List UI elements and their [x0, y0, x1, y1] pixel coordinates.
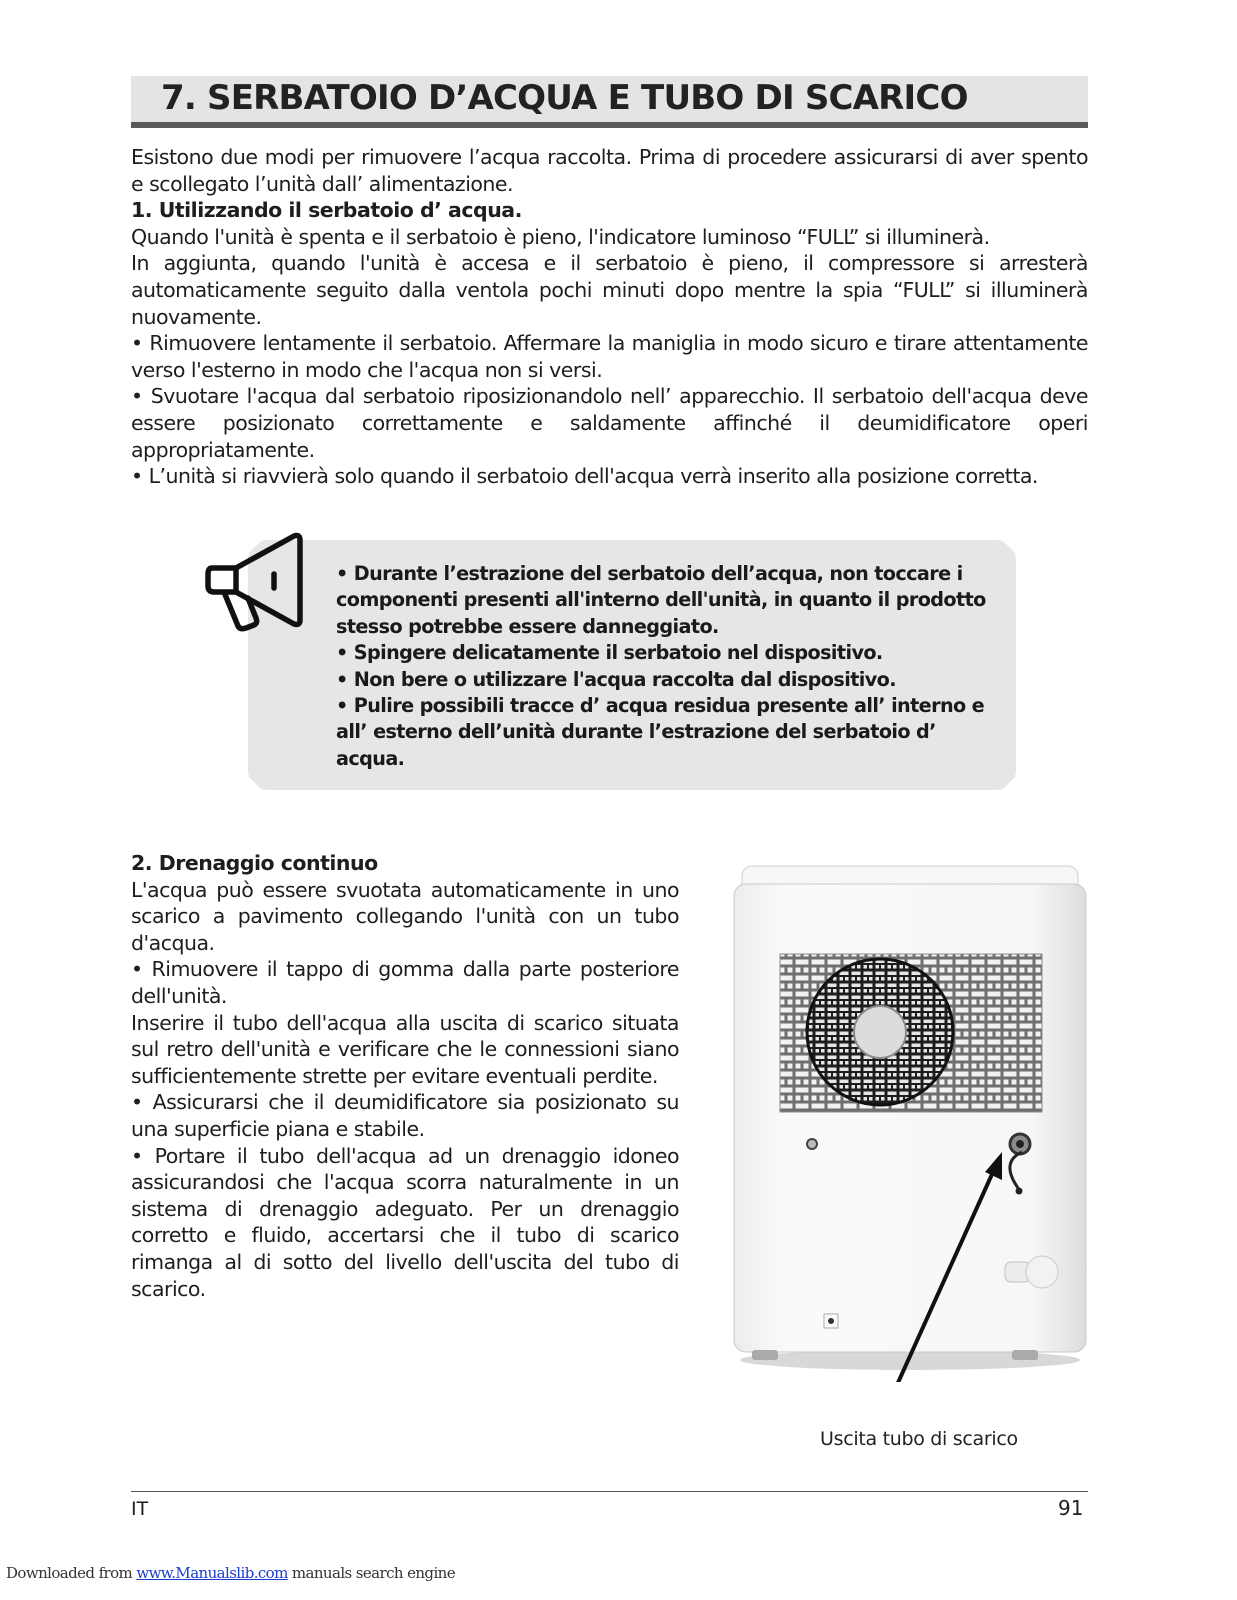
warning-item-3: • Non bere o utilizzare l'acqua raccolta dal dispositivo. [336, 667, 896, 691]
section1-bullet-1: • Rimuovere lentamente il serbatoio. Affermare la maniglia in modo sicuro e tirare attentamente verso l'esterno in modo che l'acqua non si versi. [131, 331, 1088, 382]
section2-heading: 2. Drenaggio continuo [131, 851, 378, 875]
section2-paragraph-2: Inserire il tubo dell'acqua alla uscita di scarico situata sul retro dell'unità e verificare che le connessioni siano sufficientemente strette per evitare eventuali perdite. [131, 1010, 679, 1088]
page-title: 7. SERBATOIO D’ACQUA E TUBO DI SCARICO [161, 78, 968, 118]
section1-heading: 1. Utilizzando il serbatoio d’ acqua. [131, 198, 522, 223]
warning-text [336, 561, 986, 772]
section1-bullet-2: • Svuotare l'acqua dal serbatoio riposizionandolo nell’ apparecchio. Il serbatoio dell'acqua deve essere posizionato correttamente e saldamente affinché il deumidificatore operi appropriatamente. [131, 384, 1088, 462]
section2 [131, 850, 679, 1302]
section1-paragraph-2: In aggiunta, quando l'unità è accesa e il serbatoio è pieno, il compressore si arresterà automaticamente seguito dalla ventola pochi minuti dopo mentre la spia “FULL” si illuminerà nuovamente. [131, 251, 1088, 329]
page-number: 91 [1058, 1496, 1084, 1520]
section1-bullet-3: • L’unità si riavvierà solo quando il serbatoio dell'acqua verrà inserito alla posizione corretta. [131, 464, 1038, 489]
intro-paragraph: Esistono due modi per rimuovere l’acqua raccolta. Prima di procedere assicurarsi di aver spento e scollegato l’unità dall’ alimentazione. [131, 145, 1088, 196]
warning-item-4: • Pulire possibili tracce d’ acqua residua presente all’ interno e all’ esterno dell’unità durante l’estrazione del serbatoio d’ acqua. [336, 694, 985, 770]
footer-language: IT [131, 1498, 149, 1520]
warning-item-2: • Spingere delicatamente il serbatoio nel dispositivo. [336, 641, 883, 665]
megaphone-icon [204, 528, 316, 640]
intro-section [131, 144, 1088, 490]
section2-bullet-3: • Portare il tubo dell'acqua ad un drenaggio idoneo assicurandosi che l'acqua scorra naturalmente in un sistema di drenaggio adeguato. Per un drenaggio corretto e fluido, accertarsi che il tubo di scarico rimanga al di sotto del livello dell'uscita del tubo di scarico. [131, 1143, 679, 1301]
section1-paragraph-1: Quando l'unità è spenta e il serbatoio è pieno, l'indicatore luminoso “FULL” si illuminerà. [131, 224, 990, 249]
section2-paragraph-1: L'acqua può essere svuotata automaticamente in uno scarico a pavimento collegando l'unità con un tubo d'acqua. [131, 877, 679, 955]
download-prefix: Downloaded from [6, 1564, 137, 1582]
figure-caption: Uscita tubo di scarico [820, 1428, 1018, 1450]
section2-bullet-2: • Assicurarsi che il deumidificatore sia posizionato su una superficie piana e stabile. [131, 1090, 679, 1141]
download-suffix: manuals search engine [287, 1564, 455, 1582]
dehumidifier-rear-illustration [730, 862, 1090, 1382]
manualslib-link[interactable]: www.Manualslib.com [136, 1564, 288, 1582]
section-title-bar [131, 76, 1088, 128]
warning-item-1: • Durante l’estrazione del serbatoio dell’acqua, non toccare i componenti presenti all'interno dell'unità, in quanto il prodotto stesso potrebbe essere danneggiato. [336, 562, 986, 638]
footer-divider [131, 1491, 1088, 1492]
download-notice [6, 1564, 455, 1582]
section2-bullet-1: • Rimuovere il tappo di gomma dalla parte posteriore dell'unità. [131, 957, 679, 1008]
